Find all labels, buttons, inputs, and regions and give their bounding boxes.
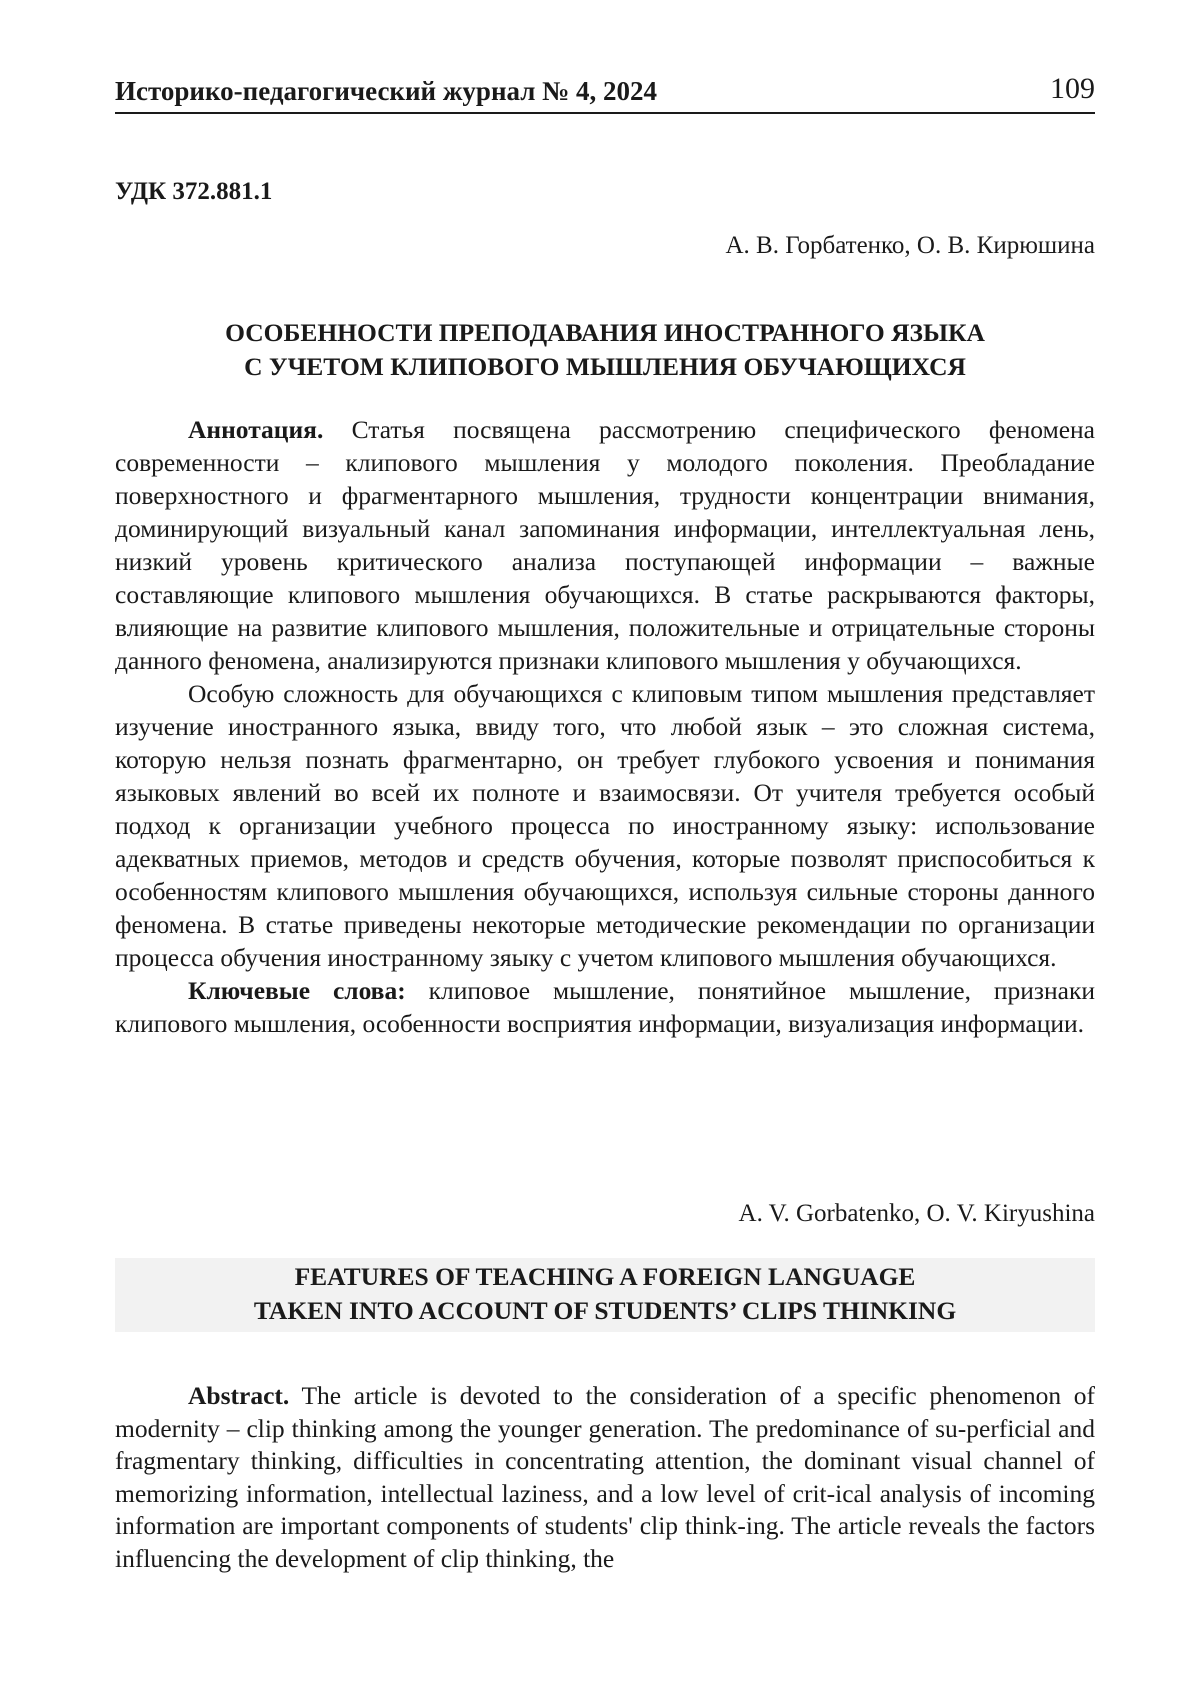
article-title-english [115,1258,1095,1332]
keywords-text: клиповое мышление, понятийное мышление, признаки клипового мышления, особенности восприятия информации, визуализация информации. [115,976,1095,1038]
title-line: ОСОБЕННОСТИ ПРЕПОДАВАНИЯ ИНОСТРАННОГО ЯЗЫКА [225,318,985,347]
abstract-paragraph [115,1380,1095,1575]
article-title-russian [115,316,1095,384]
annotation-label: Аннотация. [188,415,324,444]
authors-russian: А. В. Горбатенко, О. В. Кирюшина [725,232,1095,259]
keywords-label: Ключевые слова: [188,976,406,1005]
annotation-russian [115,413,1095,1040]
keywords-paragraph [115,974,1095,1040]
journal-title: Историко-педагогический журнал № 4, 2024 [115,76,658,106]
annotation-text: Статья посвящена рассмотрению специфического феномена современности – клипового мышления у молодого поколения. Преобладание поверхностного и фрагментарного мышления, трудности концентрации внимания, доминирующий визуальный канал запоминания информации, интеллектуальная лень, низкий уровень критического анализа поступающей информации – важные составляющие клипового мышления обучающихся. В статье раскрываются факторы, влияющие на развитие клипового мышления, положительные и отрицательные стороны данного феномена, анализируются признаки клипового мышления у обучающихся. [115,415,1095,675]
authors-english: A. V. Gorbatenko, O. V. Kiryushina [738,1200,1095,1227]
annotation-paragraph [115,677,1095,974]
title-line: FEATURES OF TEACHING A FOREIGN LANGUAGE [294,1262,916,1291]
annotation-paragraph [115,413,1095,677]
udk-code: УДК 372.881.1 [115,178,273,205]
title-line: С УЧЕТОМ КЛИПОВОГО МЫШЛЕНИЯ ОБУЧАЮЩИХСЯ [244,352,966,381]
running-header [115,72,1095,114]
annotation-text: Особую сложность для обучающихся с клиповым типом мышления представляет изучение иностранного языка, ввиду того, что любой язык – это сложная система, которую нельзя познать фрагментарно, он требует глубокого усвоения и понимания языковых явлений во всей их полноте и взаимосвязи. От учителя требуется особый подход к организации учебного процесса по иностранному языку: использование адекватных приемов, методов и средств обучения, которые позволят приспособиться к особенностям клипового мышления обучающихся, используя сильные стороны данного феномена. В статье приведены некоторые методические рекомендации по организации процесса обучения иностранному зяыку с учетом клипового мышления обучающихся. [115,679,1095,972]
page-number: 109 [1050,72,1095,105]
abstract-text: The article is devoted to the consideration of a specific phenomenon of modernity – clip thinking among the younger generation. The predominance of su-perficial and fragmentary thinking, difficulties in concentrating attention, the dominant visual channel of memorizing information, intellectual laziness, and a low level of crit-ical analysis of incoming information are important components of students' clip think-ing. The article reveals the factors influencing the development of clip thinking, the [115,1381,1095,1573]
title-line: TAKEN INTO ACCOUNT OF STUDENTS’ CLIPS THINKING [253,1296,957,1325]
abstract-label: Abstract. [188,1381,290,1410]
abstract-english [115,1380,1095,1575]
